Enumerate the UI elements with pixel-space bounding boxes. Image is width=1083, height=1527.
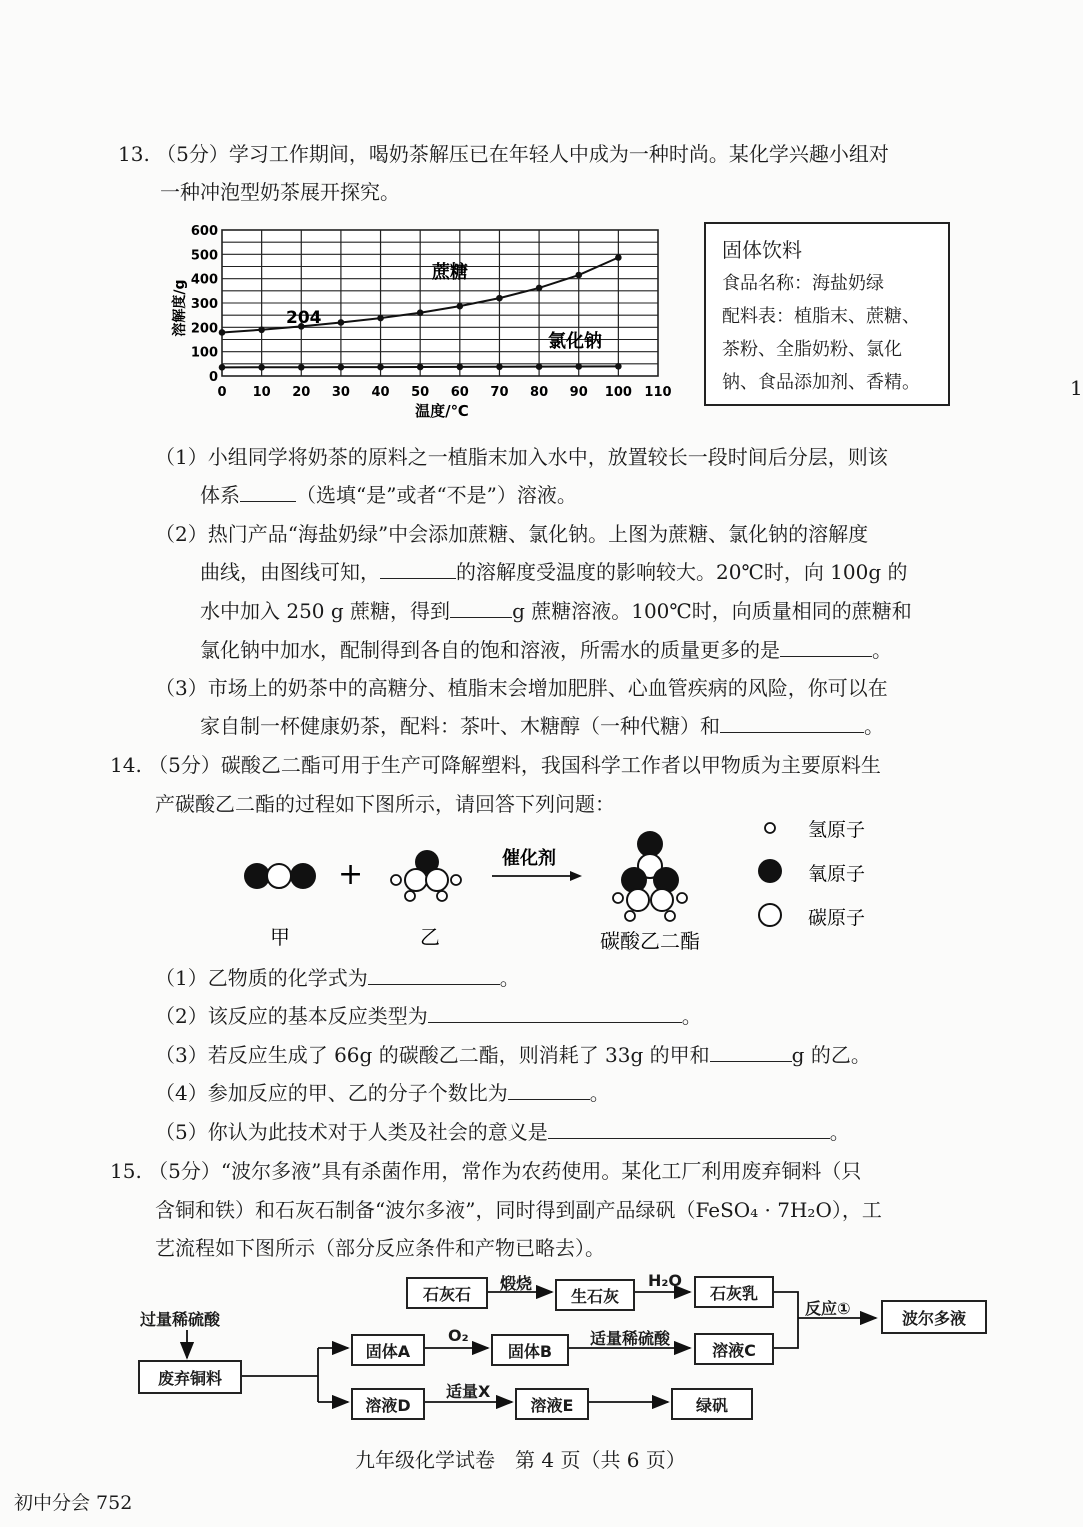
answer-blank-13-2b[interactable] bbox=[450, 599, 512, 618]
watermark-text: 初中分会 752 bbox=[14, 1492, 133, 1514]
q13-sub1-line1: （1）小组同学将奶茶的原料之一植脂末加入水中，放置较长一段时间后分层，则该 bbox=[155, 445, 888, 469]
q14-sub2-post: 。 bbox=[681, 1004, 702, 1028]
flow-label-h2o: H₂O bbox=[648, 1271, 682, 1290]
q13-sub2-line2 bbox=[200, 556, 908, 585]
y-tick-label: 300 bbox=[190, 297, 218, 312]
answer-blank-13-1[interactable] bbox=[240, 483, 296, 502]
q13-sub2-d-post: 。 bbox=[872, 638, 892, 662]
q14-sub3-pre: （3）若反应生成了 66g 的碳酸乙二酯，则消耗了 33g 的甲和 bbox=[155, 1043, 710, 1067]
chart-series-label-nacl: 氯化钠 bbox=[548, 331, 602, 352]
flow-box-quicklime: 生石灰 bbox=[555, 1279, 635, 1311]
x-tick-label: 30 bbox=[331, 385, 350, 400]
molecule-jia bbox=[244, 863, 316, 889]
yi-hydrogen-atom bbox=[451, 875, 461, 885]
x-tick-label: 90 bbox=[569, 385, 588, 400]
label-line2: 配料表：植脂末、蔗糖、 bbox=[722, 306, 920, 327]
label-jia: 甲 bbox=[270, 925, 290, 949]
legend-hydrogen-icon bbox=[765, 823, 775, 833]
flow-box-bordeaux: 波尔多液 bbox=[881, 1300, 987, 1334]
flow-box-solid-b: 固体B bbox=[491, 1334, 569, 1366]
chart-xlabel: 温度/℃ bbox=[415, 402, 469, 420]
y-tick-label: 0 bbox=[208, 370, 218, 385]
flow-box-solid-a: 固体A bbox=[351, 1334, 425, 1366]
q13-sub2-line3 bbox=[200, 595, 912, 624]
data-point-sucrose bbox=[536, 285, 543, 292]
q15-stem-line2: 含铜和铁）和石灰石制备“波尔多液”，同时得到副产品绿矾（FeSO₄ · 7H₂O），工 bbox=[155, 1198, 882, 1222]
data-point-nacl bbox=[575, 363, 582, 370]
flow-label-o2: O₂ bbox=[448, 1326, 469, 1345]
molecule-reaction-diagram bbox=[230, 818, 930, 958]
q13-sub3-pre: 家自制一杯健康奶茶，配料：茶叶、木糖醇（一种代糖）和 bbox=[200, 714, 720, 738]
q14-sub2-pre: （2）该反应的基本反应类型为 bbox=[155, 1004, 428, 1028]
answer-blank-14-3[interactable] bbox=[710, 1043, 792, 1062]
data-point-sucrose bbox=[258, 326, 265, 333]
q13-sub2-line4 bbox=[200, 634, 892, 663]
yi-hydrogen-atom bbox=[405, 891, 415, 901]
q14-sub4-pre: （4）参加反应的甲、乙的分子个数比为 bbox=[155, 1081, 508, 1105]
x-tick-label: 40 bbox=[371, 385, 390, 400]
x-tick-label: 80 bbox=[530, 385, 549, 400]
data-point-nacl bbox=[496, 364, 503, 371]
flow-label-excess-acid: 过量稀硫酸 bbox=[140, 1310, 221, 1329]
q14-sub2 bbox=[155, 1000, 702, 1029]
data-point-nacl bbox=[536, 363, 543, 370]
q13-stem-line2: 一种冲泡型奶茶展开探究。 bbox=[160, 180, 400, 204]
label-line3: 茶粉、全脂奶粉、氯化 bbox=[722, 339, 902, 360]
page-edge-char: 1 bbox=[1070, 376, 1083, 400]
data-point-sucrose bbox=[615, 254, 622, 261]
answer-blank-14-5[interactable] bbox=[548, 1120, 830, 1139]
legend-oxygen-label: 氧原子 bbox=[808, 863, 866, 885]
flow-label-calcine: 煅烧 bbox=[500, 1274, 533, 1293]
yi-hydrogen-atom bbox=[391, 875, 401, 885]
jia-oxygen-atom-right bbox=[290, 863, 316, 889]
x-tick-label: 100 bbox=[604, 385, 632, 400]
solubility-chart bbox=[170, 218, 690, 423]
legend-hydrogen-label: 氢原子 bbox=[808, 819, 866, 841]
yi-carbon-atom bbox=[405, 869, 427, 891]
q14-stem-line1: 14. （5分）碳酸乙二酯可用于生产可降解塑料，我国科学工作者以甲物质为主要原料生 bbox=[110, 753, 881, 777]
x-tick-label: 0 bbox=[217, 385, 227, 400]
y-tick-label: 200 bbox=[190, 321, 218, 337]
product-carbon-atom bbox=[651, 889, 673, 911]
answer-blank-13-3[interactable] bbox=[720, 714, 864, 733]
q13-sub2-d-pre: 氯化钠中加水，配制得到各自的饱和溶液，所需水的质量更多的是 bbox=[200, 638, 780, 662]
jia-carbon-atom bbox=[267, 864, 291, 888]
data-point-nacl bbox=[377, 364, 384, 371]
q14-sub1-pre: （1）乙物质的化学式为 bbox=[155, 966, 368, 990]
q14-sub4-post: 。 bbox=[589, 1081, 610, 1105]
answer-blank-14-2[interactable] bbox=[428, 1004, 682, 1023]
q13-sub2-c-pre: 水中加入 250 g 蔗糖，得到 bbox=[200, 599, 451, 623]
q14-stem-line2: 产碳酸乙二酯的过程如下图所示，请回答下列问题： bbox=[155, 792, 615, 816]
q13-sub2-c-post: g 蔗糖溶液。100℃时，向质量相同的蔗糖和 bbox=[512, 599, 912, 623]
q13-sub1-post: （选填“是”或者“不是”）溶液。 bbox=[296, 483, 577, 507]
molecule-yi bbox=[391, 850, 461, 901]
legend-carbon-label: 碳原子 bbox=[808, 907, 866, 929]
yi-carbon-atom bbox=[426, 869, 448, 891]
y-tick-label: 100 bbox=[190, 345, 218, 361]
y-tick-label: 400 bbox=[190, 272, 218, 288]
label-title: 固体饮料 bbox=[722, 238, 802, 262]
q13-sub3-post: 。 bbox=[864, 714, 884, 738]
answer-blank-14-4[interactable] bbox=[508, 1081, 590, 1100]
q13-sub2-b-pre: 曲线，由图线可知， bbox=[200, 560, 380, 584]
data-point-sucrose bbox=[575, 272, 582, 279]
molecule-product bbox=[613, 831, 687, 921]
label-line1: 食品名称：海盐奶绿 bbox=[722, 273, 884, 294]
flow-box-solution-c: 溶液C bbox=[694, 1333, 774, 1365]
plus-sign: + bbox=[338, 857, 364, 892]
product-hydrogen-atom bbox=[665, 911, 675, 921]
data-point-nacl bbox=[417, 364, 424, 371]
x-tick-label: 50 bbox=[411, 385, 430, 400]
q14-sub5 bbox=[155, 1116, 850, 1145]
q14-sub5-pre: （5）你认为此技术对于人类及社会的意义是 bbox=[155, 1120, 548, 1144]
flow-label-proper-acid: 适量稀硫酸 bbox=[590, 1329, 671, 1348]
q15-stem-line3: 艺流程如下图所示（部分反应条件和产物已略去）。 bbox=[155, 1236, 605, 1260]
legend-carbon-icon bbox=[759, 904, 781, 926]
y-tick-label: 500 bbox=[190, 248, 218, 264]
q14-sub3-post: g 的乙。 bbox=[791, 1043, 871, 1067]
product-label-box bbox=[704, 222, 950, 406]
q14-sub1-post: 。 bbox=[499, 966, 520, 990]
flow-box-limemilk: 石灰乳 bbox=[694, 1276, 774, 1308]
chart-series-label-sucrose: 蔗糖 bbox=[432, 262, 468, 283]
join-limemilk bbox=[772, 1292, 798, 1348]
q14-sub3 bbox=[155, 1039, 871, 1068]
data-point-nacl bbox=[338, 364, 345, 371]
chart-annotation-204: 204 bbox=[286, 308, 322, 328]
q13-sub1-pre: 体系 bbox=[200, 483, 240, 507]
flow-label-proper-x: 适量X bbox=[446, 1382, 491, 1401]
chart-ylabel: 溶解度/g bbox=[172, 279, 188, 337]
flow-label-reaction1: 反应① bbox=[805, 1299, 851, 1318]
answer-blank-13-2c[interactable] bbox=[780, 638, 872, 657]
flow-box-solution-e: 溶液E bbox=[515, 1388, 589, 1420]
catalyst-label: 催化剂 bbox=[502, 848, 556, 869]
label-yi: 乙 bbox=[420, 925, 440, 949]
data-point-sucrose bbox=[377, 315, 384, 322]
q14-sub5-post: 。 bbox=[829, 1120, 850, 1144]
q13-stem-line1: 13. （5分）学习工作期间，喝奶茶解压已在年轻人中成为一种时尚。某化学兴趣小组对 bbox=[118, 142, 889, 166]
flow-box-solution-d: 溶液D bbox=[351, 1388, 425, 1420]
y-tick-label: 600 bbox=[190, 224, 218, 239]
q13-sub3-line1: （3）市场上的奶茶中的高糖分、植脂末会增加肥胖、心血管疾病的风险，你可以在 bbox=[155, 676, 888, 700]
data-point-nacl bbox=[298, 364, 305, 371]
q13-sub2-line1: （2）热门产品“海盐奶绿”中会添加蔗糖、氯化钠。上图为蔗糖、氯化钠的溶解度 bbox=[155, 522, 869, 546]
x-tick-label: 110 bbox=[644, 385, 672, 400]
data-point-nacl bbox=[457, 364, 464, 371]
legend-oxygen-icon bbox=[758, 859, 782, 883]
data-point-sucrose bbox=[219, 329, 226, 336]
q14-sub1 bbox=[155, 962, 520, 991]
data-point-sucrose bbox=[417, 309, 424, 316]
reaction-arrow-head bbox=[570, 871, 582, 881]
page-footer: 九年级化学试卷 第 4 页（共 6 页） bbox=[355, 1448, 686, 1472]
q13-sub3-line2 bbox=[200, 710, 884, 739]
flow-box-green-vitriol: 绿矾 bbox=[671, 1388, 753, 1420]
x-tick-label: 70 bbox=[490, 385, 509, 400]
q14-sub4 bbox=[155, 1077, 610, 1106]
data-point-nacl bbox=[258, 364, 265, 371]
q15-stem-line1: 15. （5分）“波尔多液”具有杀菌作用，常作为农药使用。某化工厂利用废弃铜料（只 bbox=[110, 1159, 862, 1183]
x-tick-label: 20 bbox=[292, 385, 311, 400]
yi-hydrogen-atom bbox=[437, 891, 447, 901]
data-point-nacl bbox=[615, 363, 622, 370]
product-hydrogen-atom bbox=[625, 911, 635, 921]
product-carbon-atom bbox=[627, 889, 649, 911]
data-point-sucrose bbox=[496, 295, 503, 302]
product-hydrogen-atom bbox=[677, 893, 687, 903]
flow-box-limestone: 石灰石 bbox=[406, 1277, 488, 1309]
data-point-sucrose bbox=[457, 303, 464, 310]
x-tick-label: 10 bbox=[252, 385, 271, 400]
answer-blank-13-2a[interactable] bbox=[380, 560, 456, 579]
flow-box-waste-copper: 废弃铜料 bbox=[138, 1360, 242, 1394]
answer-blank-14-1[interactable] bbox=[368, 966, 500, 985]
q13-sub1-line2 bbox=[200, 479, 577, 508]
q13-sub2-b-post: 的溶解度受温度的影响较大。20℃时，向 100g 的 bbox=[456, 560, 908, 584]
data-point-sucrose bbox=[338, 319, 345, 326]
label-product: 碳酸乙二酯 bbox=[600, 929, 700, 953]
product-hydrogen-atom bbox=[613, 893, 623, 903]
label-line4: 钠、食品添加剂、香精。 bbox=[722, 372, 920, 393]
data-point-nacl bbox=[219, 364, 226, 371]
x-tick-label: 60 bbox=[450, 385, 469, 400]
